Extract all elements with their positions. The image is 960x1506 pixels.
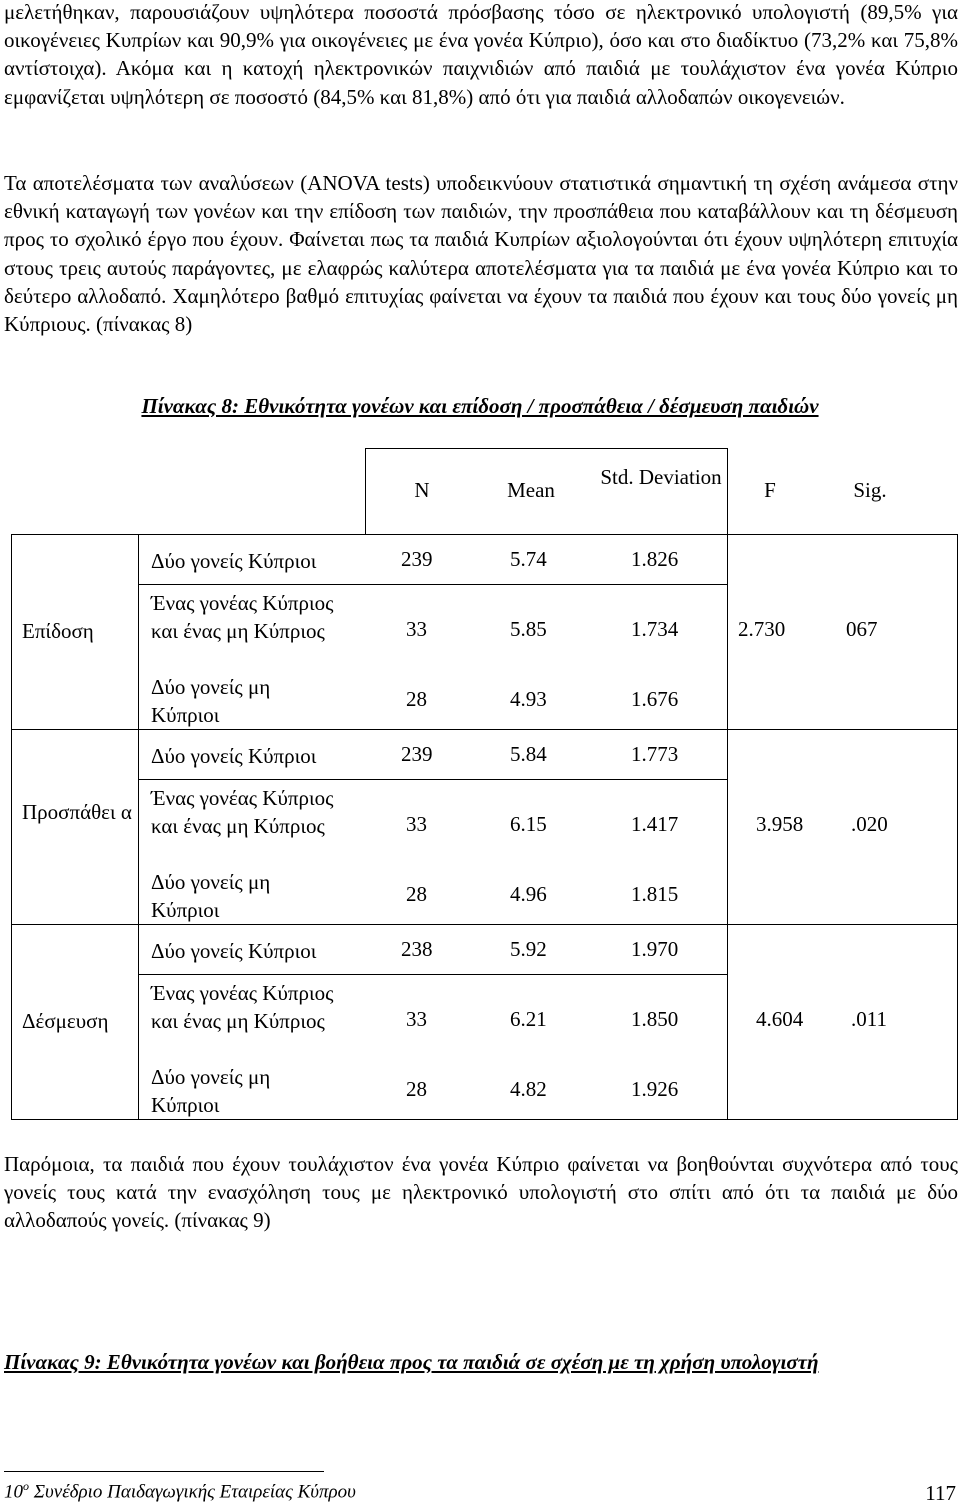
group-label: Προσπάθει α [22,800,132,824]
table8-caption: Πίνακας 8: Εθνικότητα γονέων και επίδοση / προσπάθεια / δέσμευση παιδιών [141,394,819,418]
cell-n: 28 [406,1077,427,1101]
cell-std: 1.926 [631,1077,679,1101]
cell-mean: 6.15 [510,812,547,836]
table-rule [11,534,957,535]
header-f: F [764,478,776,502]
page-number: 117 [925,1481,956,1505]
cell-mean: 4.82 [510,1077,547,1101]
cell-std: 1.417 [631,812,679,836]
footer-ordinal-sup: ο [23,1479,29,1493]
footer-ordinal: 10 [4,1481,23,1503]
row-group-label: Δύο γονείς μη Κύπριοι [151,870,271,922]
cell-n: 33 [406,1007,427,1031]
table9-caption: Πίνακας 9: Εθνικότητα γονέων και βοήθεια προς τα παιδιά σε σχέση με τη χρήση υπολογιστή [4,1350,819,1374]
cell-mean: 6.21 [510,1007,547,1031]
cell-std: 1.734 [631,617,679,641]
cell-mean: 4.93 [510,687,547,711]
cell-std: 1.970 [631,937,679,961]
table-rule [11,1119,957,1120]
table-rule [138,584,728,585]
cell-sig: 067 [846,617,878,641]
cell-f: 4.604 [756,1007,804,1031]
cell-std: 1.815 [631,882,679,906]
cell-mean: 5.84 [510,742,547,766]
cell-f: 2.730 [738,617,786,641]
cell-n: 239 [401,742,433,766]
header-sig: Sig. [853,478,887,502]
cell-std: 1.826 [631,547,679,571]
footer-rule [4,1471,324,1472]
row-group-label: Ένας γονέας Κύπριος και ένας μη Κύπριος [151,786,334,838]
table-rule [727,534,728,1120]
cell-std: 1.773 [631,742,679,766]
row-group-label: Δύο γονείς Κύπριοι [151,744,317,768]
table-rule [138,779,728,780]
table-rule [727,448,728,535]
cell-n: 28 [406,687,427,711]
table-rule [138,974,728,975]
footer-conference-name: Συνέδριο Παιδαγωγικής Εταιρείας Κύπρου [29,1481,356,1503]
table-rule [11,924,957,925]
footer-conference [4,1479,356,1503]
header-std-deviation: Std. Deviation [600,465,722,489]
cell-n: 33 [406,812,427,836]
row-group-label: Δύο γονείς μη Κύπριοι [151,675,271,727]
header-mean: Mean [507,478,555,502]
row-group-label: Ένας γονέας Κύπριος και ένας μη Κύπριος [151,981,334,1033]
row-group-label: Δύο γονείς μη Κύπριοι [151,1065,271,1117]
table-rule [365,448,728,449]
cell-mean: 5.74 [510,547,547,571]
group-label: Επίδοση [22,619,94,643]
cell-mean: 5.92 [510,937,547,961]
row-group-label: Δύο γονείς Κύπριοι [151,939,317,963]
cell-f: 3.958 [756,812,804,836]
cell-mean: 5.85 [510,617,547,641]
row-group-label: Δύο γονείς Κύπριοι [151,549,317,573]
group-label: Δέσμευση [22,1009,109,1033]
intro-paragraph: μελετήθηκαν, παρουσιάζουν υψηλότερα ποσοστά πρόσβασης τόσο σε ηλεκτρονικό υπολογιστή (89,5% για οικογένειες Κυπρίων και 90,9% για οικογένειες με ένα γονέα Κύπριο), όσο και στο διαδίκτυο (73,2% και 75,8% αντίστοιχα). Ακόμα και η κατοχή ηλεκτρονικών παιχνιδιών από παιδιά με τουλάχιστον ένα γονέα Κύπριο εμφανίζεται υψηλότερη σε ποσοστό (84,5% και 81,8%) από ότι για παιδιά αλλοδαπών οικογενειών. [4,0,958,109]
cell-mean: 4.96 [510,882,547,906]
cell-n: 239 [401,547,433,571]
cell-sig: .011 [851,1007,887,1031]
table-rule [957,534,958,1120]
cell-n: 28 [406,882,427,906]
cell-std: 1.850 [631,1007,679,1031]
header-n: N [414,478,430,502]
followup-paragraph: Παρόμοια, τα παιδιά που έχουν τουλάχιστον ένα γονέα Κύπριο φαίνεται να βοηθούνται συχνότερα από τους γονείς τους κατά την ενασχόληση τους με ηλεκτρονικό υπολογιστή στο σπίτι από ότι τα παιδιά με δύο αλλοδαπούς γονείς. (πίνακας 9) [4,1152,958,1233]
table-rule [11,729,957,730]
row-group-label: Ένας γονέας Κύπριος και ένας μη Κύπριος [151,591,334,643]
cell-n: 33 [406,617,427,641]
cell-std: 1.676 [631,687,679,711]
cell-n: 238 [401,937,433,961]
cell-sig: .020 [851,812,888,836]
table-rule [11,534,12,1120]
table-rule [138,534,139,1120]
results-paragraph: Τα αποτελέσματα των αναλύσεων (ANOVA tests) υποδεικνύουν στατιστικά σημαντική τη σχέση ανάμεσα στην εθνική καταγωγή των γονέων και την επίδοση των παιδιών, την προσπάθεια που καταβάλλουν και τη δέσμευση προς το σχολικό έργο που έχουν. Φαίνεται πως τα παιδιά Κυπρίων αξιολογούνται ότι έχουν υψηλότερη επιτυχία στους τρεις αυτούς παράγοντες, με ελαφρώς καλύτερα αποτελέσματα για τα παιδιά με ένα γονέα Κύπριο και το δεύτερο αλλοδαπό. Χαμηλότερο βαθμό επιτυχίας φαίνεται να έχουν τα παιδιά που έχουν και τους δύο γονείς μη Κύπριους. (πίνακας 8) [4,171,958,337]
